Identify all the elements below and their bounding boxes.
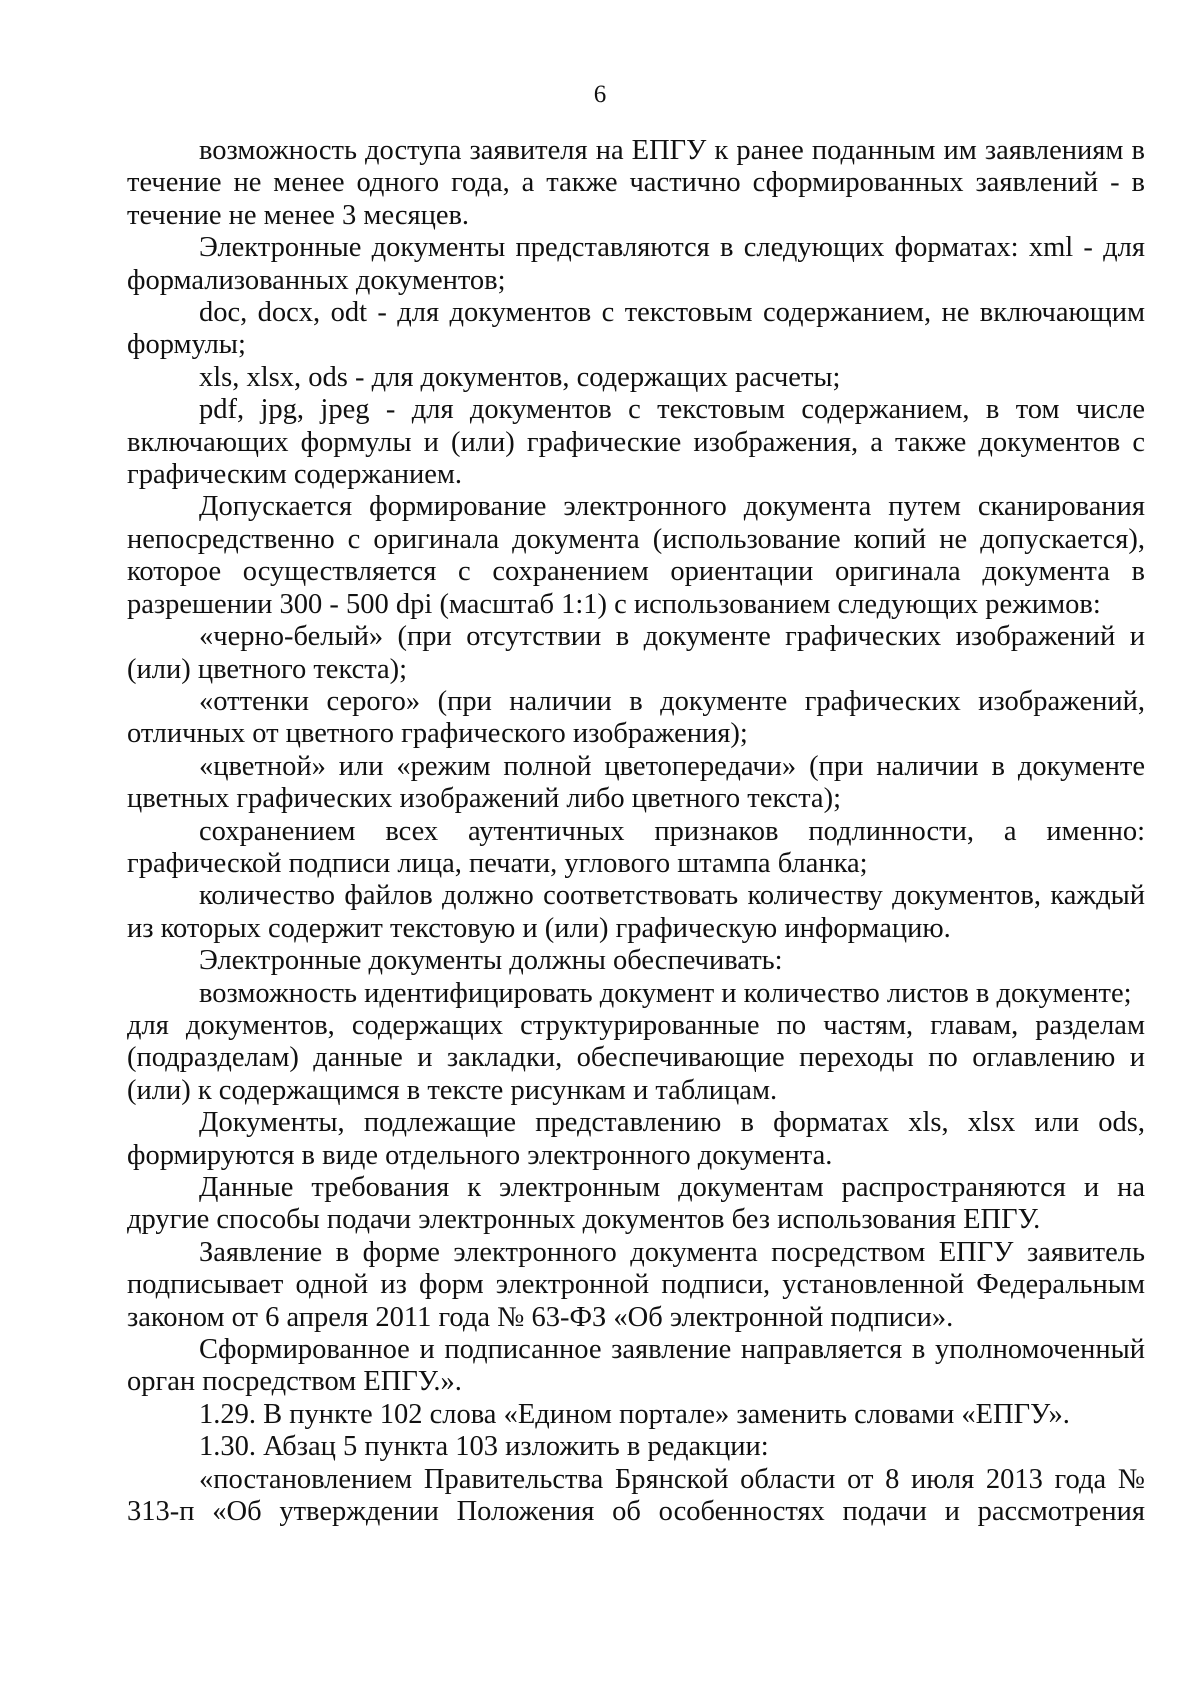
paragraph: xls, xlsx, ods - для документов, содержащих расчеты;	[199, 361, 841, 393]
paragraph: количество файлов должно соответствовать количеству документов, каждый из которых содержит текстовую и (или) графическую информацию.	[127, 880, 1145, 944]
paragraph: «черно-белый» (при отсутствии в документе графических изображений и (или) цветного текста);	[127, 621, 1145, 685]
paragraph: 1.29. В пункте 102 слова «Едином портале» заменить словами «ЕПГУ».	[199, 1398, 1070, 1430]
paragraph: возможность идентифицировать документ и количество листов в документе;	[199, 977, 1132, 1009]
paragraph: «оттенки серого» (при наличии в документе графических изображений, отличных от цветного графического изображения);	[127, 685, 1145, 750]
paragraph: Заявление в форме электронного документа посредством ЕПГУ заявитель подписывает одной из форм электронной подписи, установленной Федеральным законом от 6 апреля 2011 года № 63-ФЗ «Об электронной подписи».	[127, 1236, 1145, 1333]
paragraph: Данные требования к электронным документам распространяются и на другие способы подачи электронных документов без использования ЕПГУ.	[127, 1172, 1145, 1236]
paragraph: «цветной» или «режим полной цветопередачи» (при наличии в документе цветных графических изображений либо цветного текста);	[127, 750, 1145, 815]
document-body	[127, 135, 1145, 1528]
paragraph: Электронные документы представляются в следующих форматах: xml - для формализованных документов;	[127, 232, 1145, 296]
paragraph: возможность доступа заявителя на ЕПГУ к ранее поданным им заявлениям в течение не менее одного года, а также частично сформированных заявлений - в течение не менее 3 месяцев.	[127, 135, 1145, 231]
paragraph: Документы, подлежащие представлению в форматах xls, xlsx или ods, формируются в виде отдельного электронного документа.	[127, 1107, 1145, 1171]
page-number: 6	[593, 81, 607, 108]
paragraph: Электронные документы должны обеспечивать:	[199, 945, 783, 977]
paragraph: pdf, jpg, jpeg - для документов с текстовым содержанием, в том числе включающих формулы и (или) графические изображения, а также документов с графическим содержанием.	[127, 394, 1145, 491]
paragraph: Сформированное и подписанное заявление направляется в уполномоченный орган посредством ЕПГУ.».	[127, 1334, 1145, 1398]
paragraph: 1.30. Абзац 5 пункта 103 изложить в редакции:	[199, 1431, 769, 1463]
paragraph: для документов, содержащих структурированные по частям, главам, разделам (подразделам) данные и закладки, обеспечивающие переходы по оглавлению и (или) к содержащимся в тексте рисункам и таблицам.	[127, 1009, 1145, 1106]
paragraph: сохранением всех аутентичных признаков подлинности, а именно: графической подписи лица, печати, углового штампа бланка;	[127, 815, 1145, 879]
paragraph: Допускается формирование электронного документа путем сканирования непосредственно с оригинала документа (использование копий не допускается), которое осуществляется с сохранением ориентации оригинала документа в разрешении 300 - 500 dpi (масштаб 1:1) с использованием следующих режимов:	[127, 491, 1145, 620]
paragraph: doc, docx, odt - для документов с текстовым содержанием, не включающим формулы;	[127, 297, 1145, 361]
paragraph: «постановлением Правительства Брянской области от 8 июля 2013 года № 313-п «Об утверждении Положения об особенностях подачи и рассмотрения	[127, 1463, 1145, 1528]
